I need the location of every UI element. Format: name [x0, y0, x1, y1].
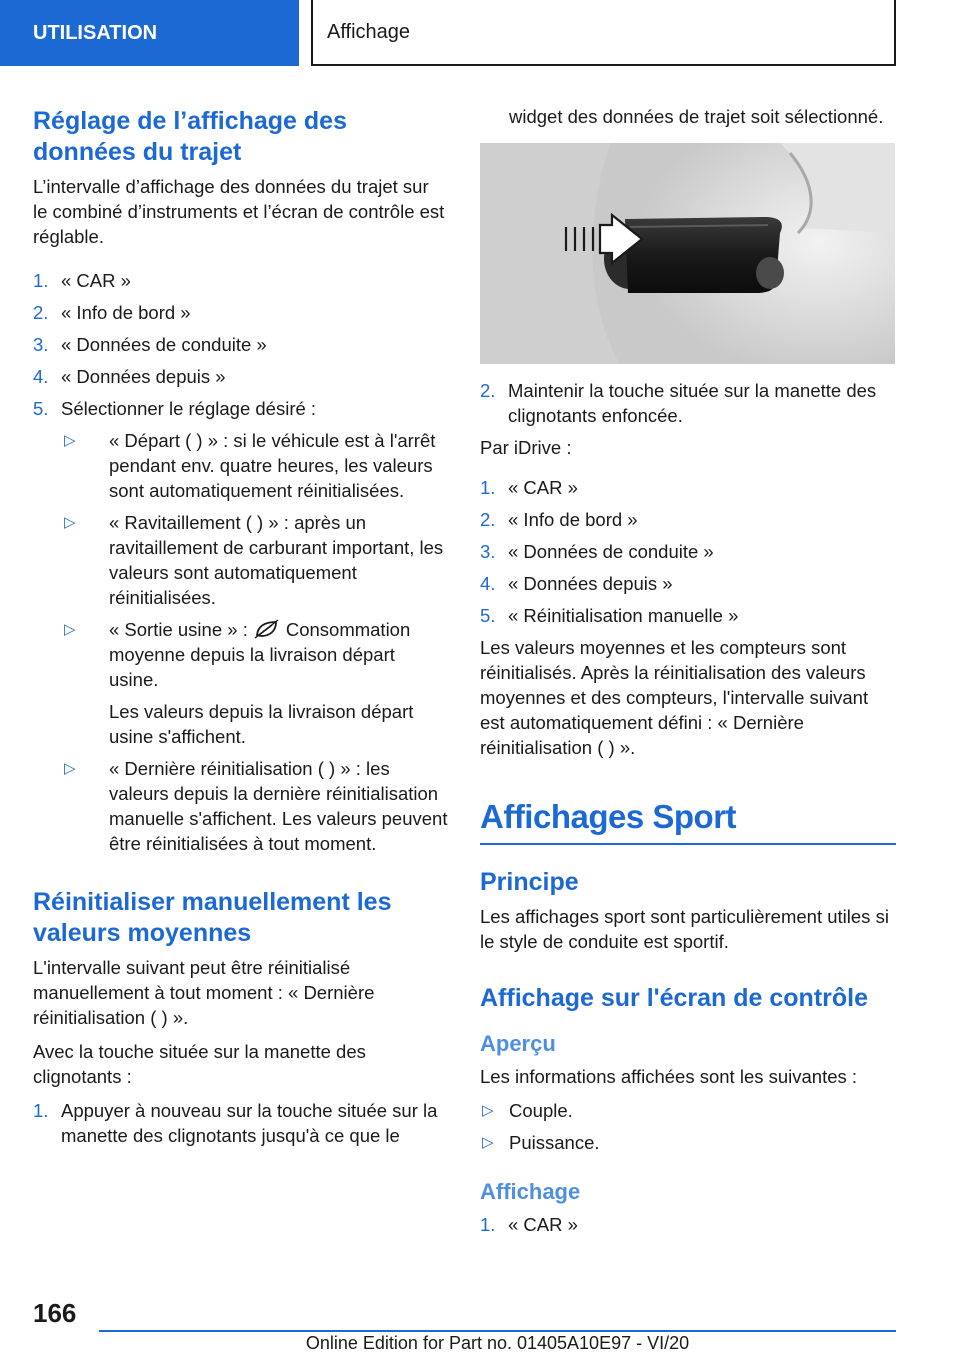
- step-number: 3.: [480, 541, 496, 562]
- list-item: 3. « Données de conduite »: [33, 334, 267, 355]
- intro-paragraph: L’intervalle d’affichage des données du trajet sur le combiné d’instruments et l’écran de contrôle est réglable.: [33, 176, 445, 247]
- triangle-bullet-icon: ▷: [64, 432, 76, 449]
- triangle-bullet-icon: ▷: [482, 1102, 494, 1119]
- list-item: 2. Maintenir la touche située sur la manette des clignotants enfoncée.: [480, 380, 877, 426]
- list-item: 1. Appuyer à nouveau sur la touche située sur la manette des clignotants jusqu'à ce que le: [33, 1100, 438, 1146]
- list-item: 1. « CAR »: [480, 477, 578, 498]
- principle-paragraph: Les affichages sport sont particulièrement utiles si le style de conduite est sportif.: [480, 906, 889, 952]
- step-number: 2.: [480, 380, 496, 401]
- left-column: [33, 100, 448, 1155]
- list-item: 4. « Données depuis »: [480, 573, 673, 594]
- step-number: 2.: [33, 302, 49, 323]
- continued-text: widget des données de trajet soit sélectionné.: [509, 106, 884, 127]
- list-item: 5. Sélectionner le réglage désiré :: [33, 398, 317, 419]
- heading-control-display: Affichage sur l'écran de contrôle: [480, 984, 868, 1012]
- step-number: 1.: [480, 477, 496, 498]
- right-column: [480, 104, 896, 1244]
- lever-paragraph: Avec la touche située sur la manette des clignotants :: [33, 1041, 366, 1087]
- heading-principle: Principe: [480, 868, 579, 896]
- reset-paragraph: L'intervalle suivant peut être réinitialisé manuellement à tout moment : « Dernière réinitialisation ( ) ».: [33, 957, 375, 1028]
- overview-paragraph: Les informations affichées sont les suivantes :: [480, 1066, 858, 1087]
- turn-signal-lever-illustration: [480, 143, 895, 364]
- list-item: 1. « CAR »: [480, 1214, 578, 1235]
- heading-sport-displays: Affichages Sport: [480, 797, 896, 845]
- list-item: 2. « Info de bord »: [480, 509, 638, 530]
- idrive-label: Par iDrive :: [480, 437, 572, 458]
- chapter-title: Affichage: [311, 0, 896, 66]
- page-header: [0, 0, 960, 66]
- heading-display: Affichage: [480, 1179, 581, 1204]
- list-item: 3. « Données de conduite »: [480, 541, 714, 562]
- step-number: 4.: [33, 366, 49, 387]
- list-item: 2. « Info de bord »: [33, 302, 191, 323]
- triangle-bullet-icon: ▷: [64, 760, 76, 777]
- list-item: 4. « Données depuis »: [33, 366, 226, 387]
- bullet-derniere-reinit: ▷ « Dernière réinitialisation ( ) » : les valeurs depuis la dernière réinitialisation manuelle s'affichent. Les valeurs peuvent être réinitialisées à tout moment.: [64, 758, 448, 854]
- list-item: 1. « CAR »: [33, 270, 131, 291]
- footer-divider: [99, 1330, 896, 1332]
- step-number: 1.: [33, 1100, 49, 1121]
- list-item: ▷ Puissance.: [482, 1132, 600, 1153]
- bullet-ravitaillement: ▷ « Ravitaillement ( ) » : après un ravitaillement de carburant important, les valeurs sont automatiquement réinitialisées.: [64, 512, 444, 608]
- step-number: 5.: [480, 605, 496, 626]
- heading-manual-reset: Réinitialiser manuellement les valeurs moyennes: [33, 888, 392, 947]
- bullet-sortie-usine: ▷ « Sortie usine » : Consommation moyenne depuis la livraison départ usine.: [64, 619, 411, 690]
- step-number: 3.: [33, 334, 49, 355]
- reset-result-paragraph: Les valeurs moyennes et les compteurs sont réinitialisés. Après la réinitialisation des valeurs moyennes et des compteurs, l'intervalle suivant est automatiquement défini : « Dernière réinitialisation ( ) ».: [480, 637, 869, 758]
- step-number: 4.: [480, 573, 496, 594]
- triangle-bullet-icon: ▷: [64, 514, 76, 531]
- eco-consumption-icon: [254, 619, 280, 639]
- triangle-bullet-icon: ▷: [64, 621, 76, 638]
- edition-info: Online Edition for Part no. 01405A10E97 - VI/20: [305, 1333, 690, 1353]
- step-number: 2.: [480, 509, 496, 530]
- heading-trip-data-display: Réglage de l’affichage des données du trajet: [33, 107, 347, 166]
- list-item: 5. « Réinitialisation manuelle »: [480, 605, 739, 626]
- step-number: 1.: [33, 270, 49, 291]
- page-number: 166: [33, 1298, 77, 1328]
- step-number: 1.: [480, 1214, 496, 1235]
- list-item: ▷ Couple.: [482, 1100, 573, 1121]
- heading-overview: Aperçu: [480, 1031, 556, 1056]
- section-tab: UTILISATION: [0, 0, 299, 66]
- step-number: 5.: [33, 398, 49, 419]
- bullet-depart: ▷ « Départ ( ) » : si le véhicule est à l'arrêt pendant env. quatre heures, les valeurs sont automatiquement réinitialisées.: [64, 430, 436, 501]
- triangle-bullet-icon: ▷: [482, 1134, 494, 1151]
- bullet-sortie-continuation: Les valeurs depuis la livraison départ usine s'affichent.: [109, 701, 414, 747]
